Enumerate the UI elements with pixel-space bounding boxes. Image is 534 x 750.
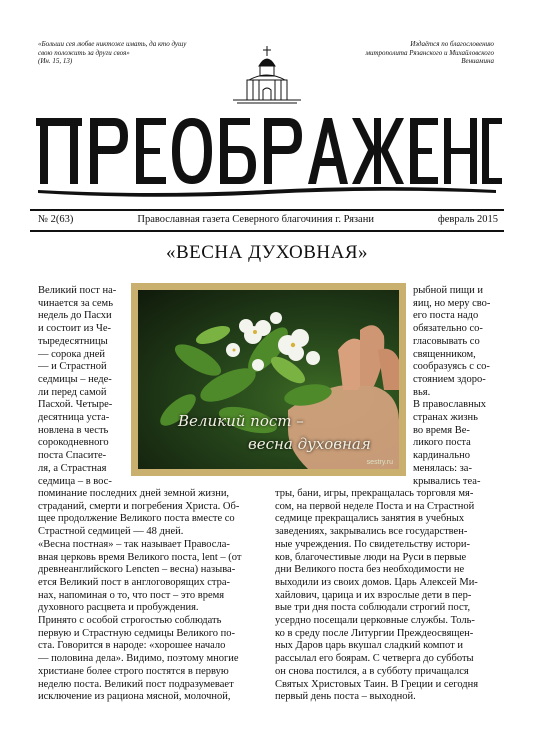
article-line: чинается за семь — [38, 297, 113, 309]
article-line: первый день поста – выходной. — [275, 691, 416, 703]
article-line: выходили из своих домов. Царь Алексей Ми- — [275, 576, 478, 588]
article-line: древнеанглийского Lencten – весна) называ- — [38, 564, 236, 576]
article-line: «Весна постная» – так называет Правосла- — [38, 538, 230, 550]
photo-image — [138, 290, 399, 469]
newspaper-subtitle: Православная газета Северного благочиния г. Рязани — [137, 214, 374, 225]
article-line: ется Великий пост в англоговорящих стра- — [38, 576, 230, 588]
article-line: рыбной пищи и — [413, 285, 483, 296]
article-line: первую и Страстную седмицы Великого по- — [38, 627, 236, 639]
article-line: ные учреждения. По свидетельству истори- — [275, 538, 471, 550]
article-line: страданий, смерти и погребения Христа. Об- — [38, 500, 240, 512]
article-line: вья. — [413, 386, 431, 398]
article-line: яиц, но меру сво- — [413, 297, 491, 309]
article-line: седмице прекращались занятия в учебных — [275, 513, 465, 525]
article-line: сом, на первой неделе Поста и на Страстной — [275, 500, 475, 512]
article-line: поста Спасите- — [38, 450, 107, 462]
article-line: дни Великого поста без необходимости не — [275, 564, 465, 576]
church-illustration — [227, 44, 307, 106]
article-line: крывались теа- — [413, 475, 481, 487]
article-line: хайлович, царица и их взрослые дети в пер- — [275, 589, 472, 601]
article-line: ста. Говорится в народе: «хорошее начало — [38, 640, 226, 652]
article-line: Святых Христовых Таин. В Греции и сегодня — [275, 678, 479, 690]
article-line: тыредесятницы — [38, 335, 108, 347]
article-line: — сорока дней — [38, 348, 106, 360]
article-line: заведениях, закрывались все государствен- — [275, 526, 468, 538]
article-line: сообразуясь с со- — [413, 361, 490, 373]
blessing-line-2: митрополита Рязанского и Михайловского — [365, 48, 494, 57]
article-line: нах, напоминая о то, что пост – это время — [38, 589, 225, 601]
article-line: духовного расцвета и пробуждения. — [38, 602, 199, 614]
article-line: ля, а Страстная — [38, 462, 107, 474]
article-line: седмица – в вос- — [38, 475, 112, 487]
article-line: поминание последних дней земной жизни, — [38, 488, 230, 499]
article-left-column — [38, 285, 126, 488]
article-line: десятница уста- — [38, 412, 110, 424]
article-line: его поста надо — [413, 310, 479, 322]
article-line: священником, — [413, 348, 476, 360]
article-line: стоянием здоро- — [413, 373, 486, 385]
article-line: ко в среду после Литургии Преждеосвящен- — [275, 627, 474, 639]
masthead-logotype — [30, 104, 504, 200]
article-line: тры, бани, игры, прекращалась торговля мя- — [275, 488, 474, 499]
blessing-line-1: Издаётся по благословению — [410, 40, 494, 48]
epigraph-reference: (Ин. 15, 13) — [38, 57, 73, 66]
article-line: кардинально — [413, 450, 470, 462]
article-line: во время Ве- — [413, 424, 470, 436]
issue-number: № 2(63) — [38, 214, 74, 225]
article-line: усердно посещали церковные службы. Толь- — [275, 615, 475, 627]
article-right-column — [413, 285, 498, 488]
article-line: В православных — [413, 399, 486, 411]
article-line: Принято с особой строгостью соблюдать — [38, 615, 222, 627]
article-line: седмицы – неде- — [38, 373, 112, 385]
article-line: Страстной седмицей — 48 дней. — [38, 526, 184, 538]
blessing-line-3: Вениамина — [461, 57, 494, 66]
article-line: христиане более строго постятся в первую — [38, 665, 229, 677]
article-line: — половина дела». Видимо, поэтому многие — [38, 653, 239, 665]
photo-caption-line-2: весна духовная — [248, 435, 371, 453]
article-line: рассылал его боярам. С четверга до субботы — [275, 653, 474, 665]
article-line: Пасхой. Четыре- — [38, 399, 113, 411]
epigraph-quote: «Больши сея любве никтоже имать, да кто душу свою положить за други своя» — [38, 40, 187, 57]
article-line: менялась: за- — [413, 462, 472, 474]
article-line: недель до Пасхи — [38, 310, 112, 322]
issue-bar — [38, 214, 498, 225]
photo-credit: sestry.ru — [366, 459, 393, 466]
article-line: и состоит из Че- — [38, 323, 111, 335]
article-photo — [131, 283, 406, 476]
photo-caption-line-1: Великий пост – — [178, 412, 304, 430]
article-line: ков, благочестивые люди на Руси в первые — [275, 551, 467, 563]
article-left-lower-column — [38, 488, 261, 704]
article-line: сорокодневного — [38, 437, 109, 449]
article-line: неделю поста. Великий пост подразумевает — [38, 678, 234, 690]
article-line: обязательно со- — [413, 323, 483, 335]
blessing-note — [334, 40, 494, 66]
article-line: гласовывать со — [413, 335, 480, 347]
article-line: ли перед самой — [38, 386, 107, 398]
article-right-lower-column — [275, 488, 498, 704]
article-line: ных Даров царь вкушал сладкий компот и — [275, 640, 463, 652]
article-headline: «ВЕСНА ДУХОВНАЯ» — [165, 242, 369, 263]
epigraph-left — [38, 40, 198, 66]
bottom-rule — [30, 230, 504, 232]
issue-date: февраль 2015 — [437, 214, 498, 225]
article-line: — и Страстной — [38, 361, 107, 373]
top-rule — [30, 209, 504, 211]
article-line: вые три дня поста соблюдали строгий пост, — [275, 602, 471, 614]
article-line: вная церковь время Великого поста, lent – (от — [38, 551, 242, 563]
article-line: Великий пост на- — [38, 285, 117, 296]
article-line: новлена в честь — [38, 424, 109, 436]
article-line: щее продолжение Великого поста вместе со — [38, 513, 235, 525]
article-line: исключение из рациона мясной, молочной, — [38, 691, 231, 703]
article-line: он снова постился, а в субботу причащался — [275, 665, 469, 677]
article-line: ликого поста — [413, 437, 471, 449]
article-line: странах жизнь — [413, 412, 478, 424]
